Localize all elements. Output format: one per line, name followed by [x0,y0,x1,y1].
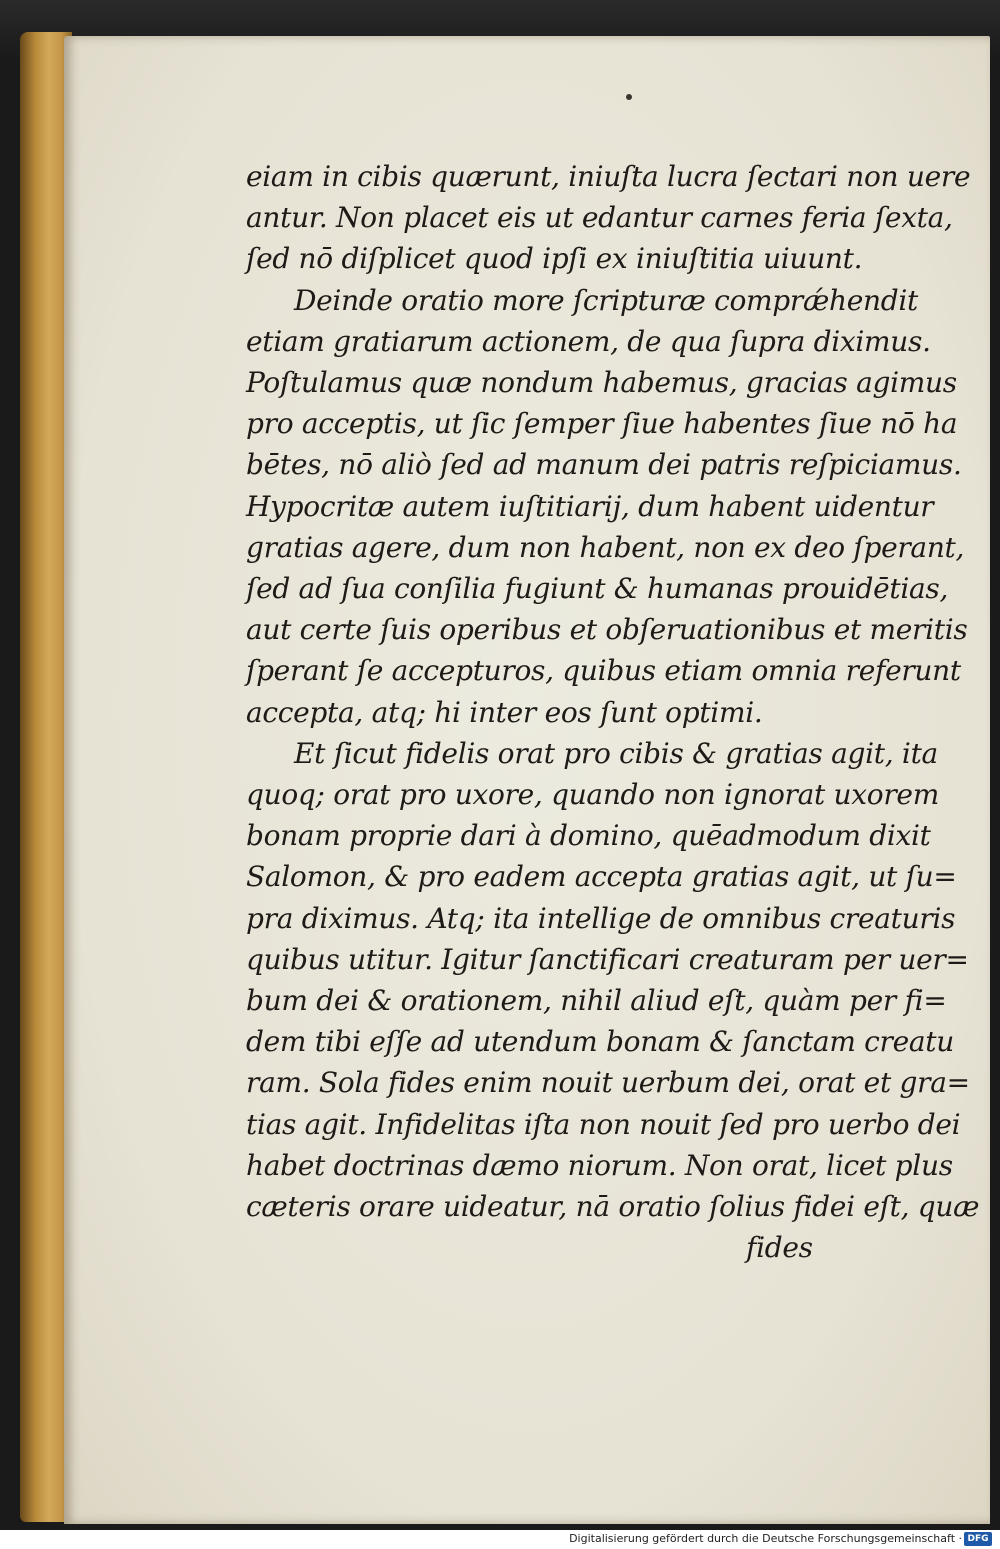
text-line: Et ſicut fidelis orat pro cibis & gratias agit, ita [294,736,938,770]
page-text [246,156,980,1268]
text-line: ſperant ſe accepturos, quibus etiam omnia referunt [246,654,961,688]
text-line: pra diximus. Atq; ita intellige de omnibus creaturis [246,901,956,935]
footer-bar [0,1530,1000,1549]
text-line: aut certe ſuis operibus et obſeruationibus et meritis [246,613,968,647]
dfg-logo-icon: DFG [964,1532,992,1546]
text-line: accepta, atq; hi inter eos ſunt optimi. [246,695,763,729]
text-line: habet doctrinas dæmo niorum. Non orat, licet plus [246,1148,953,1182]
text-line: Salomon, & pro eadem accepta gratias agit, ut ſu= [246,860,957,894]
text-line: cæteris orare uideatur, nā oratio ſolius fidei eſt, quæ [246,1190,980,1224]
text-line: quibus utitur. Igitur ſanctificari creaturam per uer= [246,942,969,976]
text-line: Hypocritæ autem iuſtitiarij, dum habent uidentur [246,489,934,523]
ink-speck [626,94,632,100]
text-line: bum dei & orationem, nihil aliud eſt, quàm per fi= [246,984,947,1018]
text-line: pro acceptis, ut ſic ſemper ſiue habentes ſiue nō ha [246,407,958,441]
text-line: gratias agere, dum non habent, non ex deo ſperant, [246,530,965,564]
text-line: bētes, nō aliò ſed ad manum dei patris reſpiciamus. [246,448,962,482]
text-line: Deinde oratio more ſcripturæ comprǽhendit [294,283,918,317]
text-line: eiam in cibis quærunt, iniuſta lucra ſectari non uere [246,160,971,193]
text-line: ſed ad ſua conſilia fugiunt & humanas prouidētias, [246,572,949,606]
catchword: fides [746,1231,813,1265]
text-line: antur. Non placet eis ut edantur carnes feria ſexta, [246,201,953,235]
text-line: bonam proprie dari à domino, quēadmodum dixit [246,819,931,853]
text-line: ſed nō diſplicet quod ipſi ex iniuſtitia uiuunt. [246,242,863,276]
text-line: ram. Sola fides enim nouit uerbum dei, orat et gra= [246,1066,970,1100]
text-line: quoq; orat pro uxore, quando non ignorat uxorem [246,778,939,812]
text-line: Poſtulamus quæ nondum habemus, gracias agimus [246,366,957,400]
text-line: tias agit. Infidelitas iſta non nouit ſed pro uerbo dei [246,1107,961,1141]
funding-credit: Digitalisierung gefördert durch die Deutsche Forschungsgemeinschaft · [569,1532,962,1545]
text-line: etiam gratiarum actionem, de qua ſupra diximus. [246,324,931,358]
text-line: dem tibi eſſe ad utendum bonam & ſanctam creatu [246,1025,954,1059]
